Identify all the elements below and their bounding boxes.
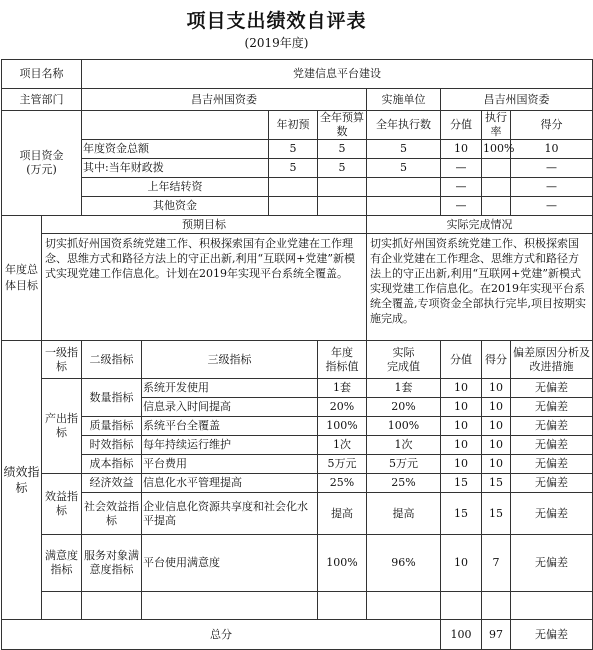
perf-row-score-value: 15: [441, 493, 482, 535]
funds-row-name: 其他资金: [82, 197, 269, 216]
perf-header-l2: 二级指标: [82, 341, 142, 379]
perf-row-score: 10: [482, 398, 511, 417]
performance-table: [1, 59, 593, 650]
perf-row-l3: 系统平台全覆盖: [142, 417, 318, 436]
perf-row-target: 20%: [318, 398, 367, 417]
perf-spacer: [82, 592, 142, 620]
perf-row-score-value: 10: [441, 379, 482, 398]
perf-row-l3: 信息化水平管理提高: [142, 474, 318, 493]
funds-row-score-value: 10: [441, 140, 482, 159]
funds-row-budget: 5: [318, 140, 367, 159]
perf-row-reason: 无偏差: [511, 436, 593, 455]
funds-header-score: 得分: [511, 111, 593, 140]
perf-spacer: [482, 592, 511, 620]
funds-row-name: 上年结转资: [82, 178, 269, 197]
perf-row-l2: 服务对象满意度指标: [82, 535, 142, 592]
perf-row-score-value: 10: [441, 455, 482, 474]
perf-spacer: [511, 592, 593, 620]
perf-row-actual: 1次: [367, 436, 441, 455]
dept-label: 主管部门: [2, 89, 82, 111]
perf-row-score: 10: [482, 417, 511, 436]
project-name-label: 项目名称: [2, 60, 82, 89]
perf-spacer: [318, 592, 367, 620]
perf-spacer: [441, 592, 482, 620]
perf-row-score-value: 15: [441, 474, 482, 493]
perf-header-score: 得分: [482, 341, 511, 379]
perf-row-score-value: 10: [441, 535, 482, 592]
funds-row-exec: 5: [367, 159, 441, 178]
perf-row-actual: 100%: [367, 417, 441, 436]
perf-spacer: [42, 592, 82, 620]
funds-row-budget: 5: [318, 159, 367, 178]
funds-header-budget: 全年预算数: [318, 111, 367, 140]
funds-header-rate: 执行率: [482, 111, 511, 140]
perf-row-actual: 96%: [367, 535, 441, 592]
perf-spacer: [367, 592, 441, 620]
perf-row-actual: 25%: [367, 474, 441, 493]
perf-row-reason: 无偏差: [511, 493, 593, 535]
funds-row-init: 5: [269, 140, 318, 159]
impl-label: 实施单位: [367, 89, 441, 111]
dept-value: 昌吉州国资委: [82, 89, 367, 111]
funds-row-init: [269, 197, 318, 216]
funds-row-rate: [482, 197, 511, 216]
funds-row-score: 10: [511, 140, 593, 159]
project-name: 党建信息平台建设: [82, 60, 593, 89]
perf-row-reason: 无偏差: [511, 417, 593, 436]
perf-row-l3: 系统开发使用: [142, 379, 318, 398]
perf-row-target: 1次: [318, 436, 367, 455]
perf-row-l3: 平台费用: [142, 455, 318, 474]
perf-row-score-value: 10: [441, 417, 482, 436]
perf-row-target: 1套: [318, 379, 367, 398]
perf-row-score: 7: [482, 535, 511, 592]
perf-row-l3: 企业信息化资源共享度和社会化水平提高: [142, 493, 318, 535]
perf-row-l2: 质量指标: [82, 417, 142, 436]
goals-expected-header: 预期目标: [42, 216, 367, 234]
perf-row-score: 10: [482, 379, 511, 398]
perf-row-target: 100%: [318, 417, 367, 436]
funds-row-score: —: [511, 159, 593, 178]
perf-row-score-value: 10: [441, 398, 482, 417]
perf-row-actual: 1套: [367, 379, 441, 398]
perf-row-target: 25%: [318, 474, 367, 493]
perf-benefit-label: 效益指标: [42, 474, 82, 535]
funds-header-blank: [82, 111, 269, 140]
funds-row-score: —: [511, 197, 593, 216]
perf-row-l2: 成本指标: [82, 455, 142, 474]
form-year: (2019年度): [244, 36, 309, 50]
funds-row-score-value: —: [441, 197, 482, 216]
funds-row-name: 年度资金总额: [82, 140, 269, 159]
perf-header-annual: [318, 341, 367, 379]
perf-satisfaction-label: 满意度指标: [42, 535, 82, 592]
perf-row-actual: 5万元: [367, 455, 441, 474]
funds-label-line1: 项目资金: [19, 149, 64, 162]
perf-row-target: 100%: [318, 535, 367, 592]
total-reason: 无偏差: [511, 620, 593, 650]
perf-row-l2: 时效指标: [82, 436, 142, 455]
perf-row-reason: 无偏差: [511, 455, 593, 474]
total-label: 总分: [2, 620, 441, 650]
perf-row-score: 15: [482, 474, 511, 493]
perf-header-actual-2: 完成值: [387, 359, 420, 373]
perf-row-score: 10: [482, 455, 511, 474]
funds-row-name: 其中:当年财政拨: [82, 159, 269, 178]
form-title: 项目支出绩效自评表: [186, 10, 367, 32]
goals-label: 年度总体目标: [2, 216, 42, 341]
perf-spacer: [142, 592, 318, 620]
funds-row-rate: [482, 159, 511, 178]
funds-label: [2, 111, 82, 216]
funds-row-rate: [482, 178, 511, 197]
perf-row-score: 15: [482, 493, 511, 535]
perf-header-actual: [367, 341, 441, 379]
goals-expected-text: 切实抓好州国资系统党建工作、积极探索国有企业党建在工作理念、思维方式和路径方法上的守正出新,利用“互联网+党建”新模式实现党建工作信息化。计划在2019年实现平台系统全覆盖。: [42, 234, 367, 341]
funds-row-init: 5: [269, 159, 318, 178]
total-score-value: 100: [441, 620, 482, 650]
perf-row-reason: 无偏差: [511, 398, 593, 417]
goals-actual-header: 实际完成情况: [367, 216, 593, 234]
perf-row-l3: 信息录入时间提高: [142, 398, 318, 417]
perf-output-label: 产出指标: [42, 379, 82, 474]
funds-header-exec: 全年执行数: [367, 111, 441, 140]
perf-row-actual: 提高: [367, 493, 441, 535]
perf-row-l3: 每年持续运行维护: [142, 436, 318, 455]
total-score: 97: [482, 620, 511, 650]
funds-row-score-value: —: [441, 178, 482, 197]
funds-label-line2: (万元): [26, 163, 57, 176]
perf-label: 绩效指标: [2, 341, 42, 620]
perf-header-l1: 一级指标: [42, 341, 82, 379]
funds-row-budget: [318, 178, 367, 197]
perf-row-actual: 20%: [367, 398, 441, 417]
impl-value: 昌吉州国资委: [441, 89, 593, 111]
perf-row-target: 提高: [318, 493, 367, 535]
funds-header-score-value: 分值: [441, 111, 482, 140]
funds-row-exec: [367, 197, 441, 216]
perf-header-score-value: 分值: [441, 341, 482, 379]
perf-row-target: 5万元: [318, 455, 367, 474]
funds-row-score-value: —: [441, 159, 482, 178]
perf-row-l2: 经济效益: [82, 474, 142, 493]
perf-header-l3: 三级指标: [142, 341, 318, 379]
perf-header-annual-2: 指标值: [325, 359, 359, 373]
funds-row-budget: [318, 197, 367, 216]
perf-row-l3: 平台使用满意度: [142, 535, 318, 592]
funds-row-exec: 5: [367, 140, 441, 159]
perf-row-reason: 无偏差: [511, 379, 593, 398]
perf-row-l2: 数量指标: [82, 379, 142, 417]
perf-row-score-value: 10: [441, 436, 482, 455]
perf-header-annual-1: 年度: [331, 345, 353, 359]
funds-row-rate: 100%: [482, 140, 511, 159]
perf-header-actual-1: 实际: [392, 345, 415, 359]
perf-row-l2: 社会效益指标: [82, 493, 142, 535]
perf-row-reason: 无偏差: [511, 474, 593, 493]
funds-row-exec: [367, 178, 441, 197]
perf-row-reason: 无偏差: [511, 535, 593, 592]
perf-row-score: 10: [482, 436, 511, 455]
goals-actual-text: 切实抓好州国资系统党建工作、积极探索国有企业党建在工作理念、思维方式和路径方法上的守正出新,利用“互联网+党建”新模式实现党建工作信息化。在2019年实现平台系统全覆盖,专项资金全部执行完毕,项目按期实施完成。: [367, 234, 593, 341]
funds-row-score: —: [511, 178, 593, 197]
funds-row-init: [269, 178, 318, 197]
funds-header-init: 年初预: [269, 111, 318, 140]
perf-header-reason: 偏差原因分析及改进措施: [511, 341, 593, 379]
